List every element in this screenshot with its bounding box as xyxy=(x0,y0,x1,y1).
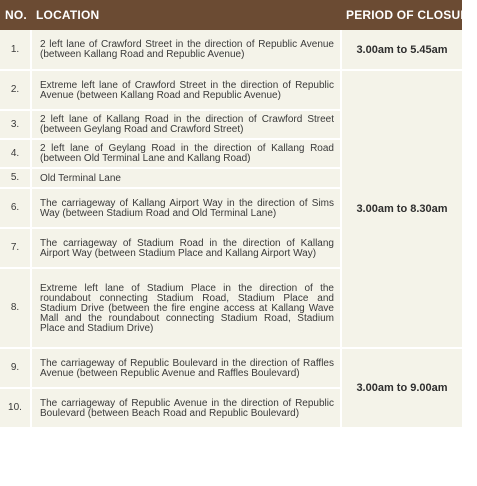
table-row xyxy=(0,30,462,71)
row-location: Extreme left lane of Stadium Place in the direction of the roundabout connecting Stadium Road, Stadium Place and Stadium Drive (between the fire engine access at Kallang Wave Mall and the roundabout connecting Stadium Road, Stadium Place and Stadium Drive) xyxy=(32,269,342,349)
row-number: 10. xyxy=(0,389,32,429)
row-number: 8. xyxy=(0,269,32,349)
row-location: 2 left lane of Crawford Street in the direction of Republic Avenue (between Kallang Road and Republic Avenue) xyxy=(32,30,342,71)
row-location: The carriageway of Republic Avenue in the direction of Republic Boulevard (between Beach Road and Republic Boulevard) xyxy=(32,389,342,429)
closure-period-3: 3.00am to 9.00am xyxy=(342,349,462,429)
row-location: The carriageway of Kallang Airport Way in the direction of Sims Way (between Stadium Road and Old Terminal Lane) xyxy=(32,189,342,229)
row-location: 2 left lane of Geylang Road in the direction of Kallang Road (between Old Terminal Lane and Kallang Road) xyxy=(32,140,342,169)
row-number: 6. xyxy=(0,189,32,229)
table-row xyxy=(0,349,462,389)
row-location: The carriageway of Stadium Road in the direction of Kallang Airport Way (between Stadium Place and Kallang Airport Way) xyxy=(32,229,342,269)
header-no: NO. xyxy=(0,0,32,30)
closure-period-1: 3.00am to 5.45am xyxy=(342,30,462,71)
row-location: Old Terminal Lane xyxy=(32,169,342,189)
row-location: 2 left lane of Kallang Road in the direction of Crawford Street (between Geylang Road and Crawford Street) xyxy=(32,111,342,140)
row-number: 2. xyxy=(0,71,32,111)
header-period-of-closure: PERIOD OF CLOSURE xyxy=(342,0,462,30)
closure-period-2: 3.00am to 8.30am xyxy=(342,71,462,349)
row-number: 4. xyxy=(0,140,32,169)
row-number: 1. xyxy=(0,30,32,71)
table-row xyxy=(0,71,462,111)
table-header-row xyxy=(0,0,462,30)
row-number: 9. xyxy=(0,349,32,389)
row-number: 3. xyxy=(0,111,32,140)
header-location: LOCATION xyxy=(32,0,342,30)
row-location: Extreme left lane of Crawford Street in the direction of Republic Avenue (between Kallang Road and Republic Avenue) xyxy=(32,71,342,111)
row-location: The carriageway of Republic Boulevard in the direction of Raffles Avenue (between Republic Avenue and Raffles Boulevard) xyxy=(32,349,342,389)
row-number: 7. xyxy=(0,229,32,269)
row-number: 5. xyxy=(0,169,32,189)
